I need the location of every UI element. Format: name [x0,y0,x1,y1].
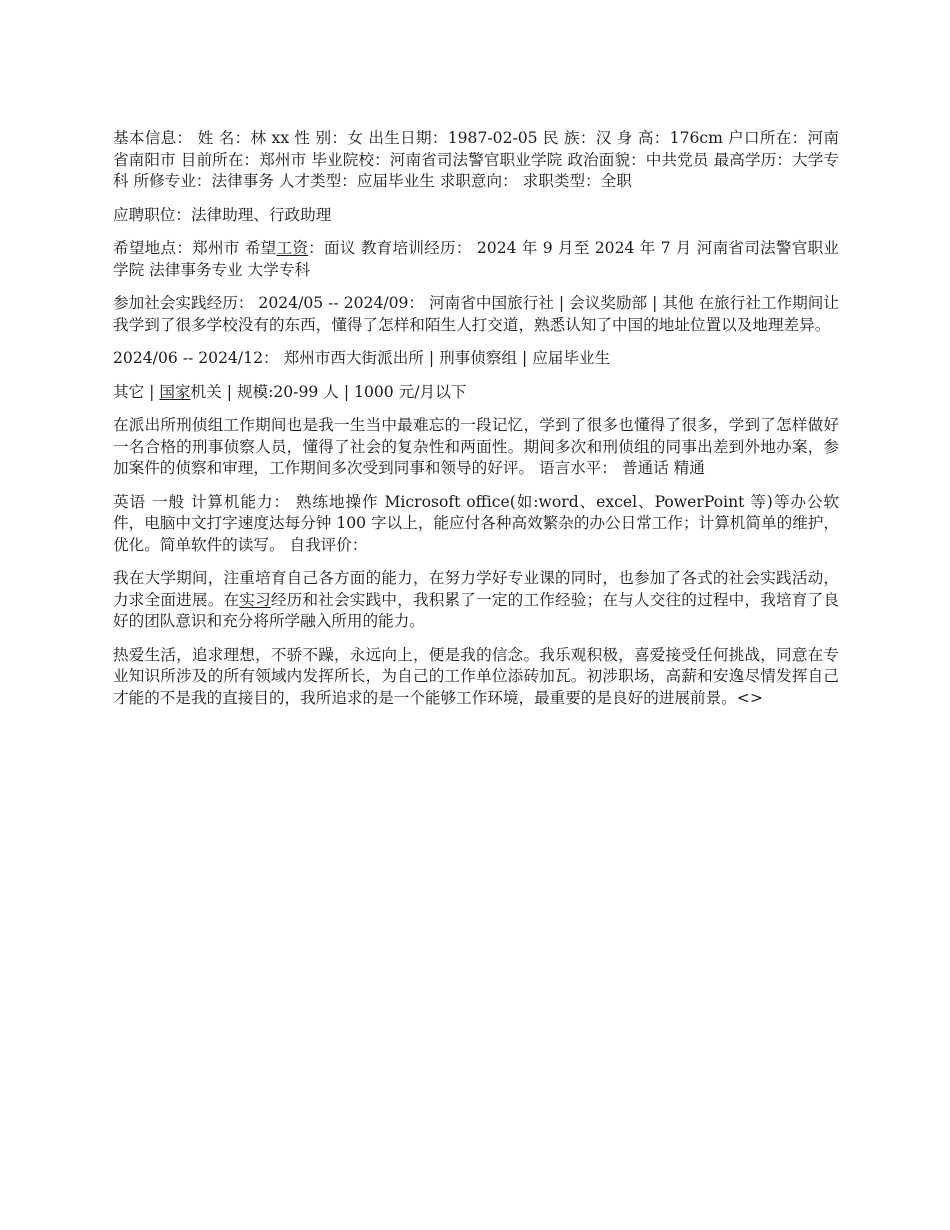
self-eval-text-a: 我在大学期间，注重培育自己各方面的能力，在努力学好专业课的同时，也参加了各式的社会实践活动，力求全面进展。在 [113,569,839,609]
resume-document [113,128,839,721]
internship-link[interactable]: 实习 [239,590,271,609]
national-link[interactable]: 国家 [159,382,191,401]
basic-info-paragraph: 基本信息： 姓 名：林 xx 性 别：女 出生日期：1987-02-05 民 族：汉 身 高：176cm 户口所在：河南省南阳市 目前所在：郑州市 毕业院校：河南省司法警官职业学院 政治面貌：中共党员 最高学历：大学专科 所修专业：法律事务 人才类型：应届毕业生 求职意向： 求职类型：全职 [113,129,839,190]
education-text: ：面议 教育培训经历： 2024 年 9 月至 2024 年 7 月 河南省司法警官职业学院 法律事务专业 大学专科 [113,239,839,279]
computer-skills-paragraph: 英语 一般 计算机能力： 熟练地操作 Microsoft office(如:word、excel、PowerPoint 等)等办公软件，电脑中文打字速度达每分钟 100 字以上，能应付各种高效繁杂的办公日常工作；计算机简单的维护，优化。简单软件的读写。 自我评价： [113,492,839,554]
location-text: 希望地点：郑州市 希望 [113,239,277,257]
org-type-text: 其它 | [113,382,160,401]
location-education-paragraph [113,238,839,281]
police-station-paragraph: 2024/06 -- 2024/12： 郑州市西大街派出所 | 刑事侦察组 | 应届毕业生 [113,349,611,367]
self-eval-text-b: 经历和社会实践中，我积累了一定的工作经验；在与人交往的过程中，我培育了良好的团队意识和充分将所学融入所用的能力。 [113,590,839,630]
salary-link[interactable]: 工资 [276,239,309,257]
beliefs-paragraph: 热爱生活，追求理想，不骄不躁，永远向上，便是我的信念。我乐观积极，喜爱接受任何挑战，同意在专业知识所涉及的所有领域内发挥所长，为自己的工作单位添砖加瓦。初涉职场，高薪和安逸尽情发挥自己才能的不是我的直接目的，我所追求的是一个能够工作环境，最重要的是良好的进展前景。<> [113,645,839,707]
social-practice-paragraph: 参加社会实践经历： 2024/05 -- 2024/09： 河南省中国旅行社 | 会议奖励部 | 其他 在旅行社工作期间让我学到了很多学校没有的东西，懂得了怎样和陌生人打交道，熟悉认知了中国的地址位置以及地理差异。 [113,294,839,334]
org-scale-text: 机关 | 规模:20-99 人 | 1000 元/月以下 [190,382,467,401]
organization-paragraph [113,382,839,404]
criminal-investigation-paragraph: 在派出所刑侦组工作期间也是我一生当中最难忘的一段记忆，学到了很多也懂得了很多，学到了怎样做好一名合格的刑事侦察人员，懂得了社会的复杂性和两面性。期间多次和刑侦组的同事出差到外地办案，参加案件的侦察和审理，工作期间多次受到同事和领导的好评。 语言水平： 普通话 精通 [113,416,839,477]
desired-position-paragraph: 应聘职位：法律助理、行政助理 [113,205,332,224]
self-evaluation-paragraph [113,568,839,633]
